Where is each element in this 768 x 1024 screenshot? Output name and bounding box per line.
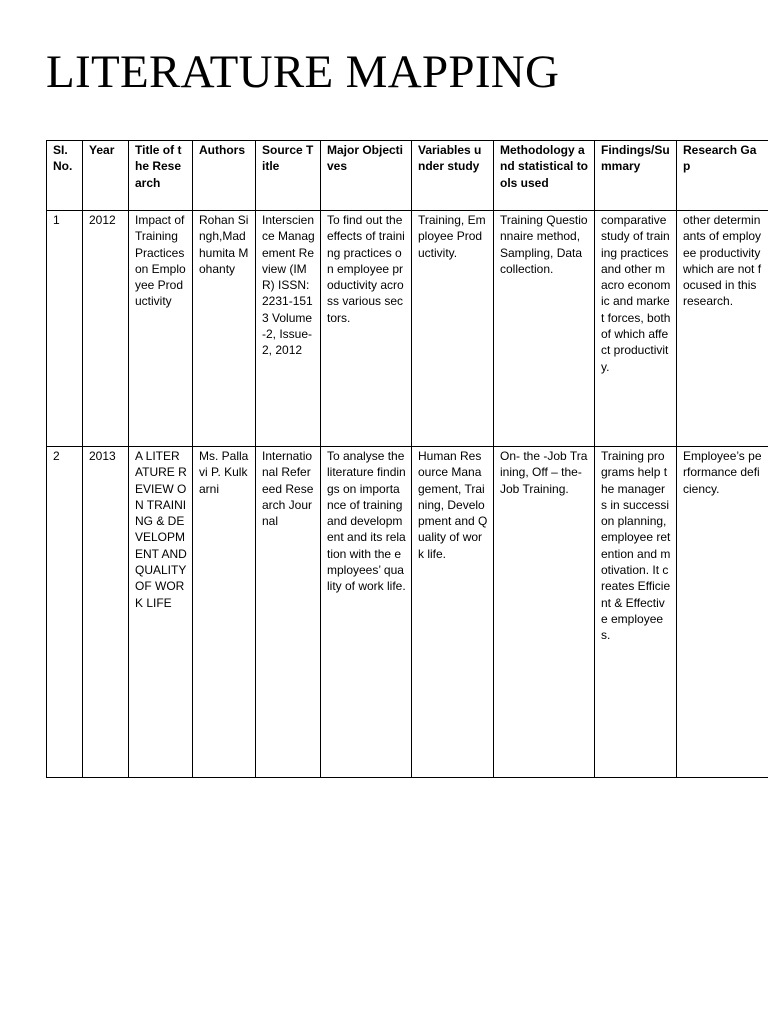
cell-year: 2012 [83,211,129,447]
cell-year: 2013 [83,447,129,778]
header-cell-variables: Variables under study [412,141,494,211]
page-title: LITERATURE MAPPING [46,46,560,98]
table-row [47,211,768,447]
cell-findings: comparative study of training practices and other macro economic and market forces, both of which affect productivity. [595,211,677,447]
cell-research-gap: Employee’s performance deficiency. [677,447,768,778]
cell-methodology: Training Questionnaire method, Sampling, Data collection. [494,211,595,447]
header-cell-source-title: Source Title [256,141,321,211]
header-cell-title: Title of the Research [129,141,193,211]
header-cell-major-objectives: Major Objectives [321,141,412,211]
cell-sl-no: 1 [47,211,83,447]
cell-variables: Training, Employee Productivity. [412,211,494,447]
table-row [47,447,768,778]
header-row [47,141,768,211]
header-cell-sl-no: SI. No. [47,141,83,211]
literature-table [46,140,768,778]
cell-source-title: Interscience Management Review (IMR) ISSN: 2231-1513 Volume-2, Issue-2, 2012 [256,211,321,447]
header-cell-year: Year [83,141,129,211]
header-cell-research-gap: Research Gap [677,141,768,211]
cell-sl-no: 2 [47,447,83,778]
cell-research-gap: other determinants of employee productivity which are not focused in this research. [677,211,768,447]
cell-title: A LITERATURE REVIEW ON TRAINING & DEVELOPMENT AND QUALITY OF WORK LIFE [129,447,193,778]
header-cell-findings: Findings/Summary [595,141,677,211]
cell-methodology: On- the -Job Training, Off – the- Job Training. [494,447,595,778]
header-cell-methodology: Methodology and statistical tools used [494,141,595,211]
cell-major-objectives: To find out the effects of training practices on employee productivity across various sectors. [321,211,412,447]
cell-authors: Rohan Singh,Madhumita Mohanty [193,211,256,447]
cell-authors: Ms. Pallavi P. Kulkarni [193,447,256,778]
cell-source-title: International Refereed Research Journal [256,447,321,778]
cell-variables: Human Resource Management, Training, Development and Quality of work life. [412,447,494,778]
cell-title: Impact of Training Practices on Employee Productivity [129,211,193,447]
cell-major-objectives: To analyse the literature findings on importance of training and development and its relation with the employees’ quality of work life. [321,447,412,778]
header-cell-authors: Authors [193,141,256,211]
cell-findings: Training programs help the managers in succession planning, employee retention and motivation. It creates Efficient & Effective employees. [595,447,677,778]
